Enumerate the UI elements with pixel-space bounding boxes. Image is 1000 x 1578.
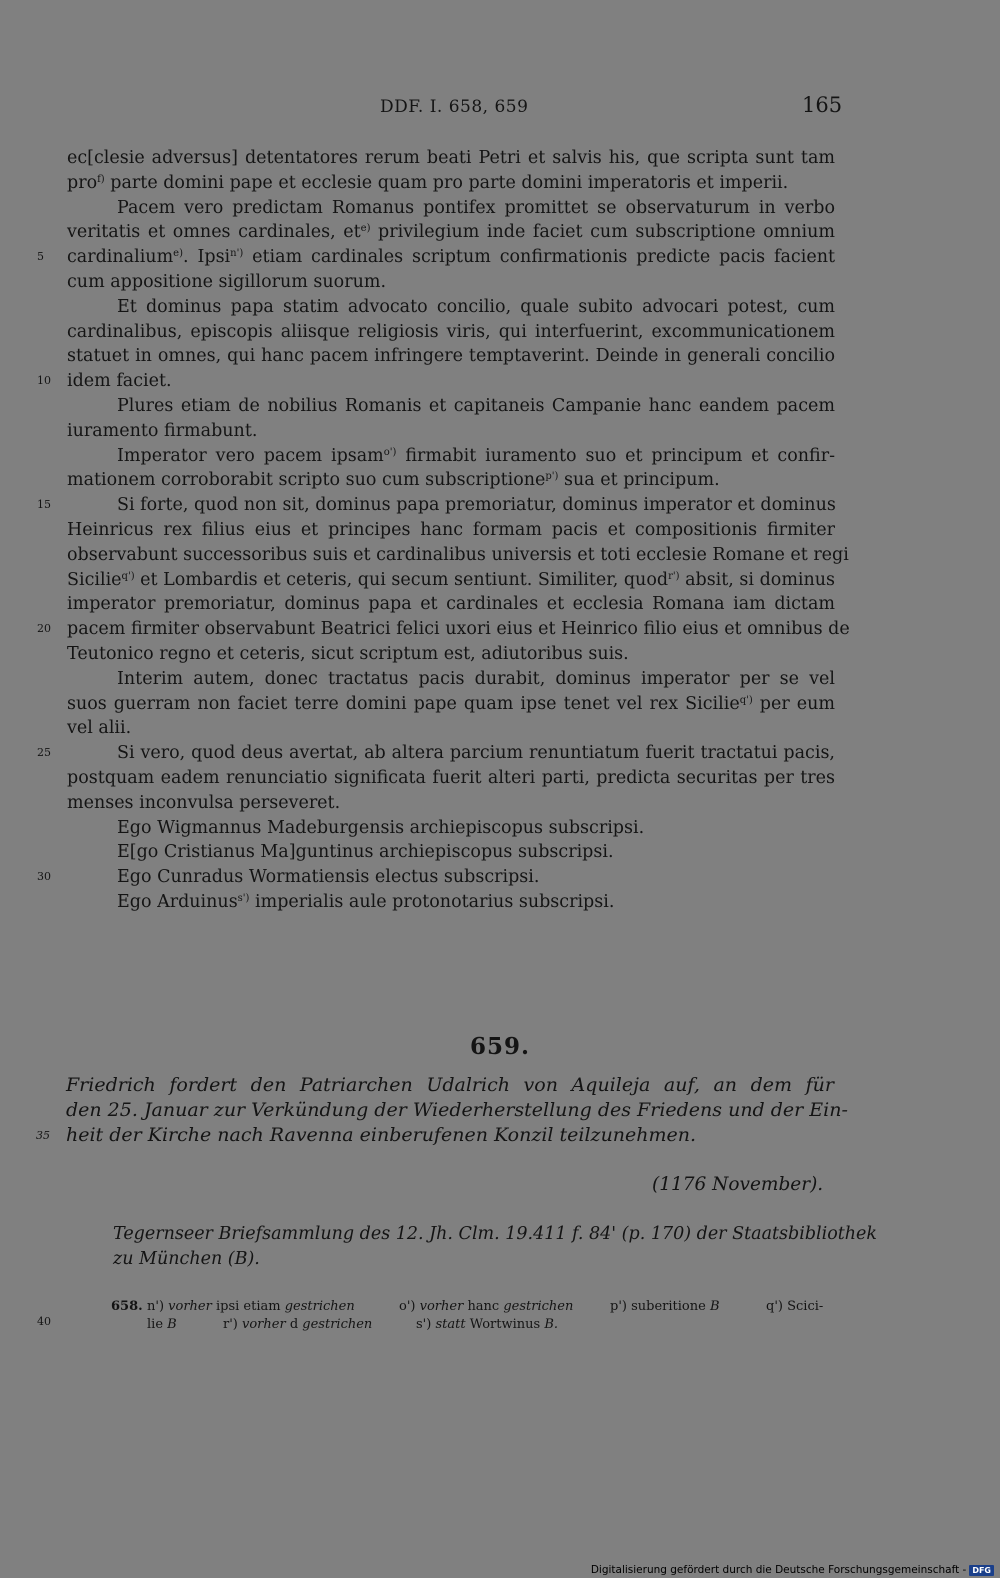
source-description xyxy=(113,1222,878,1271)
text-segment: suos guerram non faciet terre domini pape quam ipse tenet vel rex Sicilie xyxy=(67,693,740,714)
text-line xyxy=(67,791,835,816)
text-segment: Pacem vero predictam Romanus pontifex promittet se observaturum in verbo xyxy=(117,197,835,218)
text-segment: Interim autem, donec tractatus pacis durabit, dominus imperator per se vel xyxy=(117,668,835,689)
text-segment: den 25. Januar zur Verkündung der Wiederherstellung des Friedens und der Ein- xyxy=(66,1099,848,1121)
page-number: 165 xyxy=(802,93,843,117)
text-line xyxy=(67,320,835,345)
text-line xyxy=(67,171,835,196)
line-number: 30 xyxy=(37,870,51,884)
footnote-o: o') vorher hanc gestrichen xyxy=(399,1299,574,1314)
text-segment: statuet in omnes, qui hanc pacem infringere temptaverint. Deinde in generali concilio xyxy=(67,346,835,367)
regest-line xyxy=(36,1123,834,1148)
dfg-logo: DFG xyxy=(969,1565,994,1576)
text-line xyxy=(67,543,849,568)
text-line xyxy=(67,840,835,865)
text-segment: observabunt successoribus suis et cardinalibus universis et toti ecclesie Romane et regi xyxy=(67,544,849,565)
line-number: 20 xyxy=(37,622,51,636)
line-number: 5 xyxy=(37,250,44,264)
document-658-text xyxy=(37,146,850,915)
text-line xyxy=(67,642,835,667)
footnotes xyxy=(111,1298,835,1334)
footnote-marker: s') xyxy=(237,892,250,904)
text-segment: Ego Arduinus xyxy=(117,891,238,912)
line-number: 25 xyxy=(37,746,51,760)
footnote-marker: r') xyxy=(668,570,680,582)
text-segment: Si forte, quod non sit, dominus papa premoriatur, dominus imperator et dominus xyxy=(117,495,836,516)
source-line xyxy=(113,1222,878,1247)
text-segment: Teutonico regno et ceteris, sicut scriptum est, adiutoribus suis. xyxy=(67,643,629,664)
text-line xyxy=(67,419,835,444)
text-line xyxy=(67,270,835,295)
text-segment: zu München (B). xyxy=(113,1248,260,1269)
text-segment: . Ipsi xyxy=(183,247,231,268)
text-line xyxy=(67,568,835,593)
text-line xyxy=(67,692,835,717)
regest-line xyxy=(66,1073,834,1098)
text-segment: et Lombardis et ceteris, qui secum sentiunt. Similiter, quod xyxy=(134,569,669,590)
text-segment: cardinalibus, episcopis aliisque religiosis viris, qui interfuerint, excommunicationem xyxy=(67,321,835,342)
text-segment: vel alii. xyxy=(67,718,132,739)
credit-text: Digitalisierung gefördert durch die Deutsche Forschungsgemeinschaft - xyxy=(590,1564,967,1576)
source-line xyxy=(113,1247,835,1272)
text-line xyxy=(37,493,836,518)
text-segment: Sicilie xyxy=(67,569,122,590)
text-segment: Heinricus rex filius eius et principes hanc formam pacis et compositionis firmiter xyxy=(67,519,835,540)
text-line xyxy=(37,617,850,642)
line-number: 10 xyxy=(37,374,51,388)
line-number: 35 xyxy=(36,1129,50,1142)
running-header-title: DDF. I. 658, 659 xyxy=(380,97,529,117)
digitization-credit xyxy=(591,1564,994,1576)
footnote-marker: p') xyxy=(545,471,559,483)
text-line xyxy=(67,468,835,493)
footnote-s: s') statt Wortwinus B. xyxy=(416,1317,558,1332)
text-segment: heit der Kirche nach Ravenna einberufenen Konzil teilzunehmen. xyxy=(66,1124,697,1146)
text-segment: idem faciet. xyxy=(67,371,172,392)
text-segment: veritatis et omnes cardinales, et xyxy=(67,222,361,243)
text-segment: E[go Cristianus Ma]guntinus archiepiscopus subscripsi. xyxy=(117,842,614,863)
footnote-marker: q') xyxy=(121,570,135,582)
text-line xyxy=(67,220,835,245)
text-segment: mationem corroborabit scripto suo cum subscriptione xyxy=(67,470,546,491)
text-line xyxy=(67,196,835,221)
text-line xyxy=(67,295,835,320)
footnote-row xyxy=(111,1298,835,1316)
footnote-marker: q') xyxy=(739,694,753,706)
regest-line xyxy=(66,1098,848,1123)
text-line xyxy=(67,816,835,841)
text-segment: postquam eadem renunciatio significata fuerit alteri parti, predicta securitas per tres xyxy=(67,767,835,788)
text-segment: Ego Wigmannus Madeburgensis archiepiscopus subscripsi. xyxy=(117,817,645,838)
footnote-row xyxy=(111,1316,835,1334)
text-segment: cum appositione sigillorum suorum. xyxy=(67,271,387,292)
text-line xyxy=(37,865,835,890)
text-segment: imperialis aule protonotarius subscripsi. xyxy=(249,891,615,912)
line-number: 15 xyxy=(37,498,51,512)
text-segment: Imperator vero pacem ipsam xyxy=(117,445,384,466)
text-segment: Friedrich fordert den Patriarchen Udalrich von Aquileja auf, an dem für xyxy=(66,1074,834,1096)
text-line xyxy=(67,592,835,617)
text-line xyxy=(37,741,835,766)
footnote-q-cont: lie B xyxy=(147,1317,177,1332)
text-segment: Tegernseer Briefsammlung des 12. Jh. Clm. 19.411 f. 84' (p. 170) der Staatsbibliothek xyxy=(113,1224,878,1244)
text-segment: Si vero, quod deus avertat, ab altera parcium renuntiatum fuerit tractatui pacis, xyxy=(117,743,835,764)
text-segment: parte domini pape et ecclesie quam pro parte domini imperatoris et imperii. xyxy=(104,172,789,193)
text-line xyxy=(67,518,835,543)
text-segment: etiam cardinales scriptum confirmationis predicte pacis facient xyxy=(243,247,835,268)
footnote-marker: e) xyxy=(173,248,183,260)
footnote-doc-ref: 658. xyxy=(111,1299,143,1314)
text-segment: pacem firmiter observabunt Beatrici felici uxori eius et Heinrico filio eius et omnibus de xyxy=(67,619,850,640)
document-date: (1176 November). xyxy=(652,1174,824,1195)
line-number: 40 xyxy=(37,1315,51,1328)
footnote-marker: n') xyxy=(230,248,244,260)
text-segment: Plures etiam de nobilius Romanis et capitaneis Campanie hanc eandem pacem xyxy=(117,395,835,416)
footnote-marker: o') xyxy=(383,446,397,458)
text-segment: firmabit iuramento suo et principum et confir- xyxy=(396,445,835,466)
text-line xyxy=(67,716,835,741)
footnote-marker: e) xyxy=(360,223,371,235)
text-line xyxy=(67,146,835,171)
footnote-n: n') vorher ipsi etiam gestrichen xyxy=(147,1299,355,1314)
text-line xyxy=(67,444,835,469)
text-segment: Et dominus papa statim advocato concilio, quale subito advocari potest, cum xyxy=(117,296,835,317)
text-segment: menses inconvulsa perseveret. xyxy=(67,792,341,813)
text-segment: per eum xyxy=(752,693,835,714)
text-segment: imperator premoriatur, dominus papa et cardinales et ecclesia Romana iam dictam xyxy=(67,594,835,615)
text-segment: privilegium inde faciet cum subscriptione omnium xyxy=(370,222,835,243)
text-line xyxy=(37,245,835,270)
text-segment: absit, si dominus xyxy=(679,569,836,590)
text-line xyxy=(37,369,835,394)
footnote-p: p') suberitione B xyxy=(610,1299,720,1314)
text-segment: iuramento firmabunt. xyxy=(67,420,258,441)
text-segment: pro xyxy=(67,172,98,193)
text-line xyxy=(67,890,835,915)
text-segment: cardinalium xyxy=(67,247,174,268)
text-segment: sua et principum. xyxy=(558,470,720,491)
text-segment: ec[clesie adversus] detentatores rerum beati Petri et salvis his, que scripta sunt tam xyxy=(67,148,835,168)
text-segment: Ego Cunradus Wormatiensis electus subscripsi. xyxy=(117,867,540,888)
document-number-heading: 659. xyxy=(469,1033,531,1060)
footnote-marker: f) xyxy=(97,173,105,185)
text-line xyxy=(67,394,835,419)
footnote-q: q') Scici- xyxy=(766,1299,824,1314)
text-line xyxy=(67,344,835,369)
footnote-r: r') vorher d gestrichen xyxy=(223,1317,373,1332)
text-line xyxy=(67,766,835,791)
text-line xyxy=(67,667,835,692)
regest-summary xyxy=(36,1073,848,1148)
